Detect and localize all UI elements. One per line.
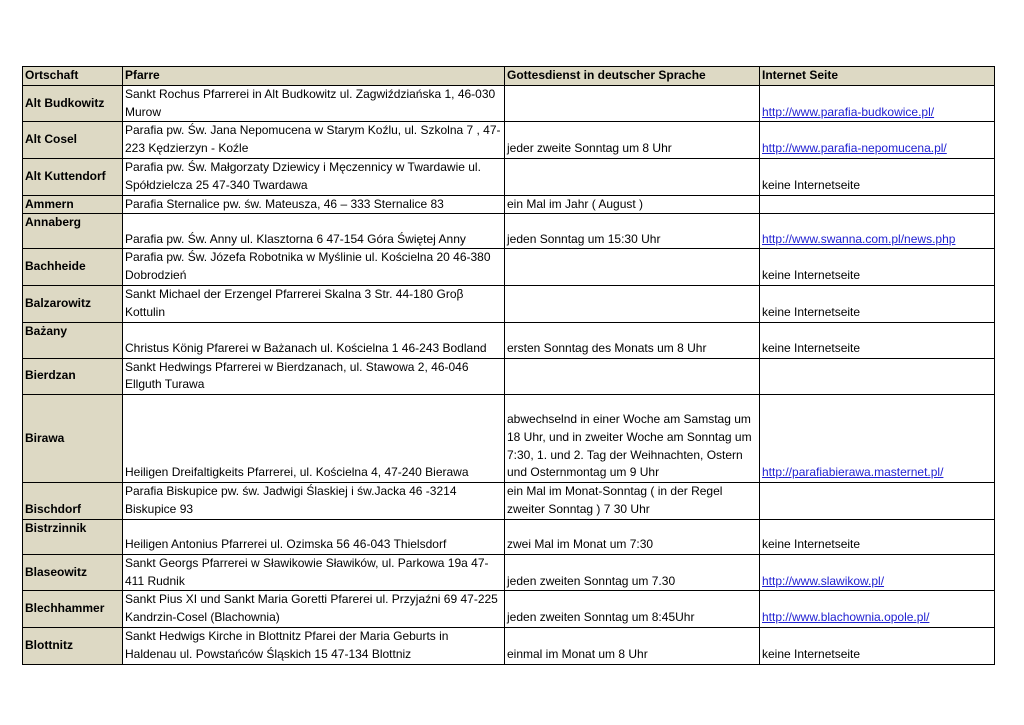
internet-seite-cell xyxy=(760,195,995,214)
ortschaft-cell: Blottnitz xyxy=(23,627,123,664)
pfarre-cell: Parafia Sternalice pw. św. Mateusza, 46 – 333 Sternalice 83 xyxy=(123,195,505,214)
ortschaft-cell: Alt Cosel xyxy=(23,122,123,159)
pfarre-cell: Parafia Biskupice pw. św. Jadwigi Ślaskiej i św.Jacka 46 -3214 Biskupice 93 xyxy=(123,483,505,520)
pfarre-cell: Parafia pw. Św. Jana Nepomucena w Starym Koźlu, ul. Szkolna 7 , 47-223 Kędzierzyn - Koźle xyxy=(123,122,505,159)
table-row xyxy=(23,122,995,159)
website-link[interactable]: http://www.swanna.com.pl/news.php xyxy=(762,231,956,246)
pfarre-cell: Heiligen Antonius Pfarrerei ul. Ozimska 56 46-043 Thielsdorf xyxy=(123,519,505,554)
header-ortschaft: Ortschaft xyxy=(23,67,123,86)
pfarre-cell: Sankt Georgs Pfarrerei w Sławikowie Sławików, ul. Parkowa 19a 47-411 Rudnik xyxy=(123,554,505,591)
internet-seite-cell: keine Internetseite xyxy=(760,249,995,286)
ortschaft-cell: Alt Budkowitz xyxy=(23,85,123,122)
gottesdienst-cell: ersten Sonntag des Monats um 8 Uhr xyxy=(505,322,760,358)
pfarre-cell: Sankt Rochus Pfarrerei in Alt Budkowitz ul. Zagwiździańska 1, 46-030 Murow xyxy=(123,85,505,122)
ortschaft-cell: Alt Kuttendorf xyxy=(23,158,123,195)
internet-seite-cell xyxy=(760,214,995,249)
ortschaft-cell: Bierdzan xyxy=(23,358,123,395)
ortschaft-cell: Ammern xyxy=(23,195,123,214)
table-row xyxy=(23,249,995,286)
table-body xyxy=(23,85,995,664)
table-row xyxy=(23,627,995,664)
pfarre-cell: Sankt Hedwigs Kirche in Blottnitz Pfarei der Maria Geburts in Haldenau ul. Powstańców Śląskich 15 47-134 Blottniz xyxy=(123,627,505,664)
table-row xyxy=(23,519,995,554)
table-row xyxy=(23,554,995,591)
pfarre-cell: Parafia pw. Św. Małgorzaty Dziewicy i Męczennicy w Twardawie ul. Spółdzielcza 25 47-340 Twardawa xyxy=(123,158,505,195)
table-row xyxy=(23,591,995,628)
pfarre-cell: Heiligen Dreifaltigkeits Pfarrerei, ul. Kościelna 4, 47-240 Bierawa xyxy=(123,395,505,483)
pfarre-cell: Sankt Pius XI und Sankt Maria Goretti Pfarerei ul. Przyjaźni 69 47-225 Kandrzin-Cosel (Blachownia) xyxy=(123,591,505,628)
ortschaft-cell: Bistrzinnik xyxy=(23,519,123,554)
table-row xyxy=(23,483,995,520)
ortschaft-cell: Bażany xyxy=(23,322,123,358)
table-row xyxy=(23,85,995,122)
ortschaft-cell: Blechhammer xyxy=(23,591,123,628)
header-pfarre: Pfarre xyxy=(123,67,505,86)
ortschaft-cell: Blaseowitz xyxy=(23,554,123,591)
website-link[interactable]: http://www.blachownia.opole.pl/ xyxy=(762,610,930,625)
header-row xyxy=(23,67,995,86)
pfarre-cell: Sankt Hedwings Pfarrerei w Bierdzanach, ul. Stawowa 2, 46-046 Ellguth Turawa xyxy=(123,358,505,395)
internet-seite-cell xyxy=(760,395,995,483)
gottesdienst-cell xyxy=(505,358,760,395)
gottesdienst-cell xyxy=(505,249,760,286)
table-row xyxy=(23,195,995,214)
ortschaft-cell: Birawa xyxy=(23,395,123,483)
gottesdienst-cell xyxy=(505,285,760,322)
website-link[interactable]: http://www.parafia-nepomucena.pl/ xyxy=(762,141,947,156)
header-internet-seite: Internet Seite xyxy=(760,67,995,86)
internet-seite-cell xyxy=(760,122,995,159)
website-link[interactable]: http://www.parafia-budkowice.pl/ xyxy=(762,104,935,119)
table-row xyxy=(23,214,995,249)
website-link[interactable]: http://www.slawikow.pl/ xyxy=(762,573,885,588)
table-row xyxy=(23,285,995,322)
ortschaft-cell: Balzarowitz xyxy=(23,285,123,322)
gottesdienst-cell: abwechselnd in einer Woche am Samstag um 18 Uhr, und in zweiter Woche am Sonntag um 7:30, 1. und 2. Tag der Weihnachten, Ostern und Osternmontag um 9 Uhr xyxy=(505,395,760,483)
ortschaft-cell: Bachheide xyxy=(23,249,123,286)
gottesdienst-cell: einmal im Monat um 8 Uhr xyxy=(505,627,760,664)
table-row xyxy=(23,358,995,395)
ortschaft-cell: Annaberg xyxy=(23,214,123,249)
gottesdienst-cell: jeden Sonntag um 15:30 Uhr xyxy=(505,214,760,249)
internet-seite-cell: keine Internetseite xyxy=(760,158,995,195)
gottesdienst-cell: jeden zweiten Sonntag um 8:45Uhr xyxy=(505,591,760,628)
gottesdienst-cell: zwei Mal im Monat um 7:30 xyxy=(505,519,760,554)
parish-table xyxy=(22,66,995,665)
internet-seite-cell xyxy=(760,554,995,591)
gottesdienst-cell xyxy=(505,158,760,195)
internet-seite-cell xyxy=(760,483,995,520)
table-row xyxy=(23,322,995,358)
internet-seite-cell: keine Internetseite xyxy=(760,627,995,664)
gottesdienst-cell: ein Mal im Jahr ( August ) xyxy=(505,195,760,214)
header-gottesdienst: Gottesdienst in deutscher Sprache xyxy=(505,67,760,86)
pfarre-cell: Parafia pw. Św. Anny ul. Klasztorna 6 47-154 Góra Świętej Anny xyxy=(123,214,505,249)
internet-seite-cell: keine Internetseite xyxy=(760,519,995,554)
internet-seite-cell: keine Internetseite xyxy=(760,322,995,358)
pfarre-cell: Parafia pw. Św. Józefa Robotnika w Myślinie ul. Kościelna 20 46-380 Dobrodzień xyxy=(123,249,505,286)
gottesdienst-cell xyxy=(505,85,760,122)
ortschaft-cell: Bischdorf xyxy=(23,483,123,520)
pfarre-cell: Sankt Michael der Erzengel Pfarrerei Skalna 3 Str. 44-180 Groβ Kottulin xyxy=(123,285,505,322)
gottesdienst-cell: jeden zweiten Sonntag um 7.30 xyxy=(505,554,760,591)
table-row xyxy=(23,158,995,195)
table-row xyxy=(23,395,995,483)
gottesdienst-cell: ein Mal im Monat-Sonntag ( in der Regel zweiter Sonntag ) 7 30 Uhr xyxy=(505,483,760,520)
pfarre-cell: Christus König Pfarerei w Bażanach ul. Kościelna 1 46-243 Bodland xyxy=(123,322,505,358)
internet-seite-cell xyxy=(760,358,995,395)
internet-seite-cell xyxy=(760,85,995,122)
internet-seite-cell xyxy=(760,591,995,628)
website-link[interactable]: http://parafiabierawa.masternet.pl/ xyxy=(762,465,944,480)
gottesdienst-cell: jeder zweite Sonntag um 8 Uhr xyxy=(505,122,760,159)
internet-seite-cell: keine Internetseite xyxy=(760,285,995,322)
